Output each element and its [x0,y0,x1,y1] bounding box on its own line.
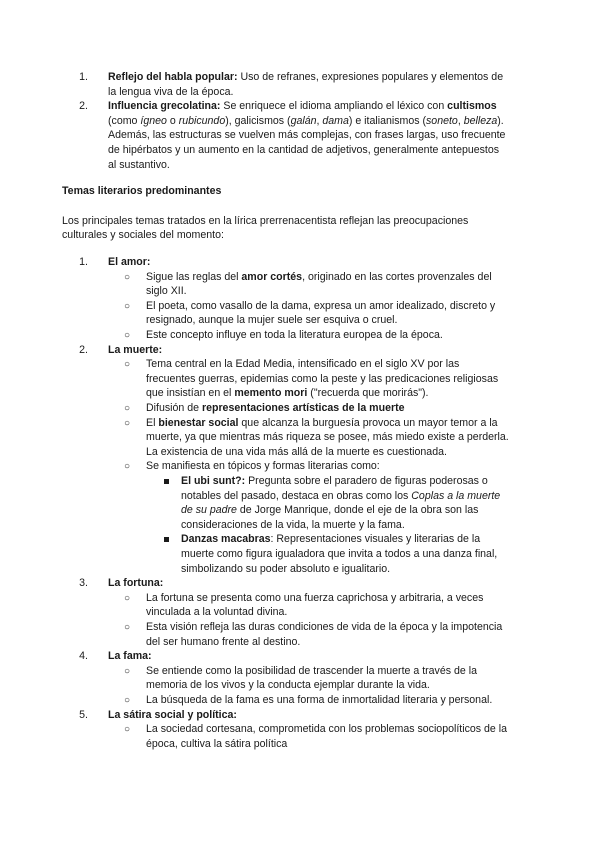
intro-list-item-2: de hipérbatos y un aumento en la cantidad de adjetivos, generalmente antepuestos [108,144,500,156]
theme-4-item: La búsqueda de la fama es una forma de inmortalidad literaria y personal. [146,694,493,706]
theme-title: La sátira social y política: [108,708,237,721]
intro-list-item-2: (como ígneo o rubicundo), galicismos (galán, dama) e italianismos (soneto, belleza). [108,114,504,127]
bullet-circle-icon: ○ [124,300,131,312]
theme-3-item: del ser humano frente al destino. [146,635,301,648]
theme-2-subitem: simbolizando su poder absoluto e igualitario. [181,562,391,575]
intro-list-item-1: Reflejo del habla popular: Uso de refranes, expresiones populares y elementos de [108,71,504,83]
theme-3-item: Esta visión refleja las duras condiciones de vida de la época y la impotencia [146,621,503,633]
intro-list-item-2: al sustantivo. [108,158,170,171]
theme-number: 1. [79,256,88,268]
theme-title: La muerte: [108,343,163,356]
bullet-circle-icon: ○ [124,592,131,604]
theme-3-item: La fortuna se presenta como una fuerza caprichosa y arbitraria, a veces [146,591,484,604]
theme-3-item: vinculada a la voluntad divina. [146,606,288,619]
bullet-circle-icon: ○ [124,417,131,429]
theme-2-subitem: Danzas macabras: Representaciones visuales y literarias de la [181,533,481,546]
bullet-circle-icon: ○ [124,724,131,736]
intro-list-item-2: Influencia grecolatina: Se enriquece el idioma ampliando el léxico con cultismos [108,100,497,113]
intro-paragraph-line: culturales y sociales del momento: [62,229,224,242]
bullet-circle-icon: ○ [124,461,131,473]
bullet-circle-icon: ○ [124,665,131,677]
theme-4-item: Se entiende como la posibilidad de trascender la muerte a través de la [146,664,477,677]
intro-list-item-2: Además, las estructuras se vuelven más complejas, con frases largas, uso frecuente [108,129,506,142]
theme-2-item: La existencia de una vida más allá de la muerte es cuestionada. [146,445,447,458]
section-heading: Temas literarios predominantes [62,185,222,198]
intro-paragraph-line: Los principales temas tratados en la lírica prerrenacentista reflejan las preocupaciones [62,214,469,227]
bullet-square-icon [164,537,169,542]
list-number: 2. [79,100,88,113]
theme-number: 3. [79,577,88,590]
theme-2-item: frecuentes guerras, epidemias como la peste y las predicaciones religiosas [146,372,499,385]
theme-1-item: siglo XII. [146,285,187,298]
bullet-circle-icon: ○ [124,403,131,414]
intro-list-item-1: la lengua viva de la época. [108,85,234,98]
theme-2-subitem: muerte como figura igualadora que invita a todos a una danza final, [181,548,498,560]
theme-title: El amor: [108,256,151,268]
bullet-circle-icon: ○ [124,359,131,371]
bullet-circle-icon: ○ [124,271,131,283]
list-number: 1. [79,71,88,83]
theme-1-item: Este concepto influye en toda la literatura europea de la época. [146,329,443,341]
theme-2-item: Se manifiesta en tópicos y formas literarias como: [146,460,380,473]
theme-2-item: que insistían en el memento mori ("recuerda que morirás"). [146,387,429,400]
theme-5-item: La sociedad cortesana, comprometida con los problemas sociopolíticos de la [146,723,507,736]
theme-2-subitem: de su padre de Jorge Manrique, donde el eje de la obra son las [181,504,479,517]
theme-number: 4. [79,650,88,663]
theme-title: La fortuna: [108,577,164,590]
theme-2-item: Tema central en la Edad Media, intensificado en el siglo XV por las [146,358,460,371]
bullet-circle-icon: ○ [124,330,131,341]
bullet-circle-icon: ○ [124,695,131,706]
bullet-square-icon [164,479,169,484]
theme-4-item: memoria de los vivos y la conducta ejemplar durante la vida. [146,679,430,692]
theme-2-subitem: El ubi sunt?: Pregunta sobre el paradero de figuras poderosas o [181,475,488,487]
bullet-circle-icon: ○ [124,622,131,633]
theme-2-item: Difusión de representaciones artísticas de la muerte [146,402,405,414]
theme-2-subitem: consideraciones de la vida, la muerte y la fama. [181,518,405,531]
theme-number: 5. [79,708,88,721]
theme-1-item: Sigue las reglas del amor cortés, originado en las cortes provenzales del [146,270,492,283]
theme-5-item: época, cultiva la sátira política [146,737,288,750]
theme-number: 2. [79,343,88,356]
theme-title: La fama: [108,650,152,663]
theme-2-subitem: notables del pasado, destaca en obras como los Coplas a la muerte [181,489,501,502]
theme-1-item: resignado, aunque la mujer suele ser esquiva o cruel. [146,314,398,327]
theme-2-item: El bienestar social que alcanza la burguesía provoca un mayor temor a la [146,416,498,429]
theme-1-item: El poeta, como vasallo de la dama, expresa un amor idealizado, discreto y [146,299,496,312]
theme-2-item: muerte, ya que mientras más riqueza se posee, más miedo existe a perderla. [146,431,509,444]
